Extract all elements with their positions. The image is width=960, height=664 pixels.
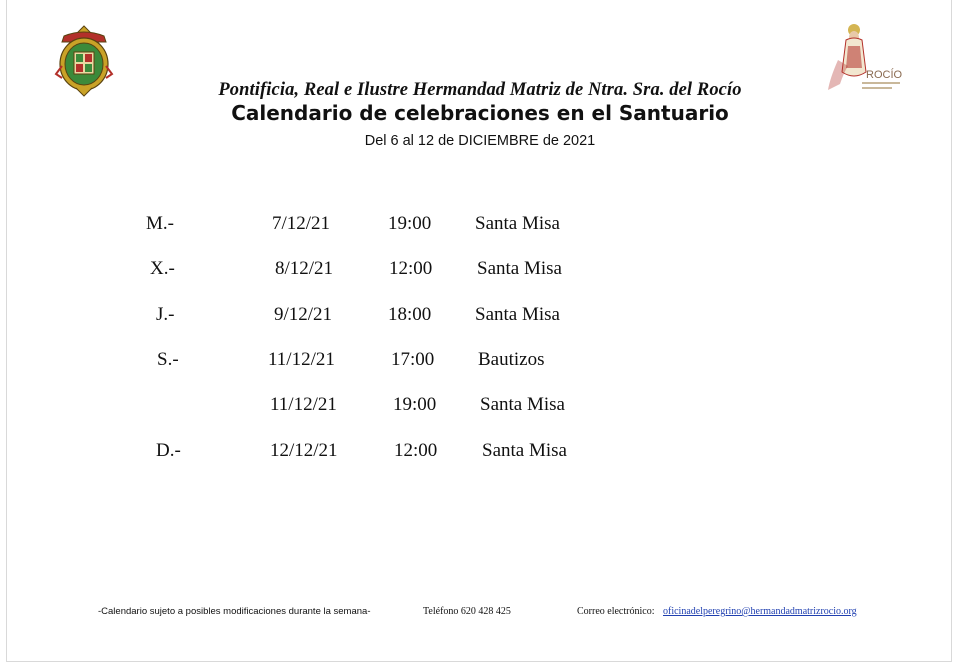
time-value: 19:00	[388, 213, 432, 234]
page-title: Calendario de celebraciones en el Santuario	[231, 101, 729, 125]
time-value: 12:00	[389, 258, 433, 279]
date-value: 11/12/21	[268, 349, 335, 370]
day-label: J.-	[156, 304, 175, 325]
rocio-logo-text: ROCÍO	[866, 69, 902, 81]
time-value: 18:00	[388, 304, 432, 325]
day-label: D.-	[156, 440, 181, 461]
footer-email-link[interactable]: oficinadelperegrino@hermandadmatrizrocio.org	[663, 606, 857, 617]
day-label: S.-	[157, 349, 179, 370]
date-value: 11/12/21	[270, 394, 337, 415]
time-value: 19:00	[393, 394, 437, 415]
event-name: Santa Misa	[480, 394, 565, 415]
date-range: Del 6 al 12 de DICIEMBRE de 2021	[364, 133, 596, 149]
day-label: M.-	[146, 213, 174, 234]
time-value: 17:00	[391, 349, 435, 370]
date-value: 7/12/21	[272, 213, 331, 234]
time-value: 12:00	[394, 440, 438, 461]
event-name: Santa Misa	[482, 440, 567, 461]
event-name: Santa Misa	[475, 304, 560, 325]
date-value: 12/12/21	[270, 440, 338, 461]
event-name: Santa Misa	[477, 258, 562, 279]
footer-phone: Teléfono 620 428 425	[423, 606, 511, 617]
date-value: 8/12/21	[275, 258, 334, 279]
footer-email-label: Correo electrónico:	[577, 606, 655, 617]
day-label: X.-	[150, 258, 175, 279]
event-name: Santa Misa	[475, 213, 560, 234]
event-name: Bautizos	[478, 349, 545, 370]
date-value: 9/12/21	[274, 304, 333, 325]
footer-disclaimer: -Calendario sujeto a posibles modificaciones durante la semana-	[98, 606, 371, 617]
brotherhood-name: Pontificia, Real e Ilustre Hermandad Matriz de Ntra. Sra. del Rocío	[218, 80, 742, 100]
